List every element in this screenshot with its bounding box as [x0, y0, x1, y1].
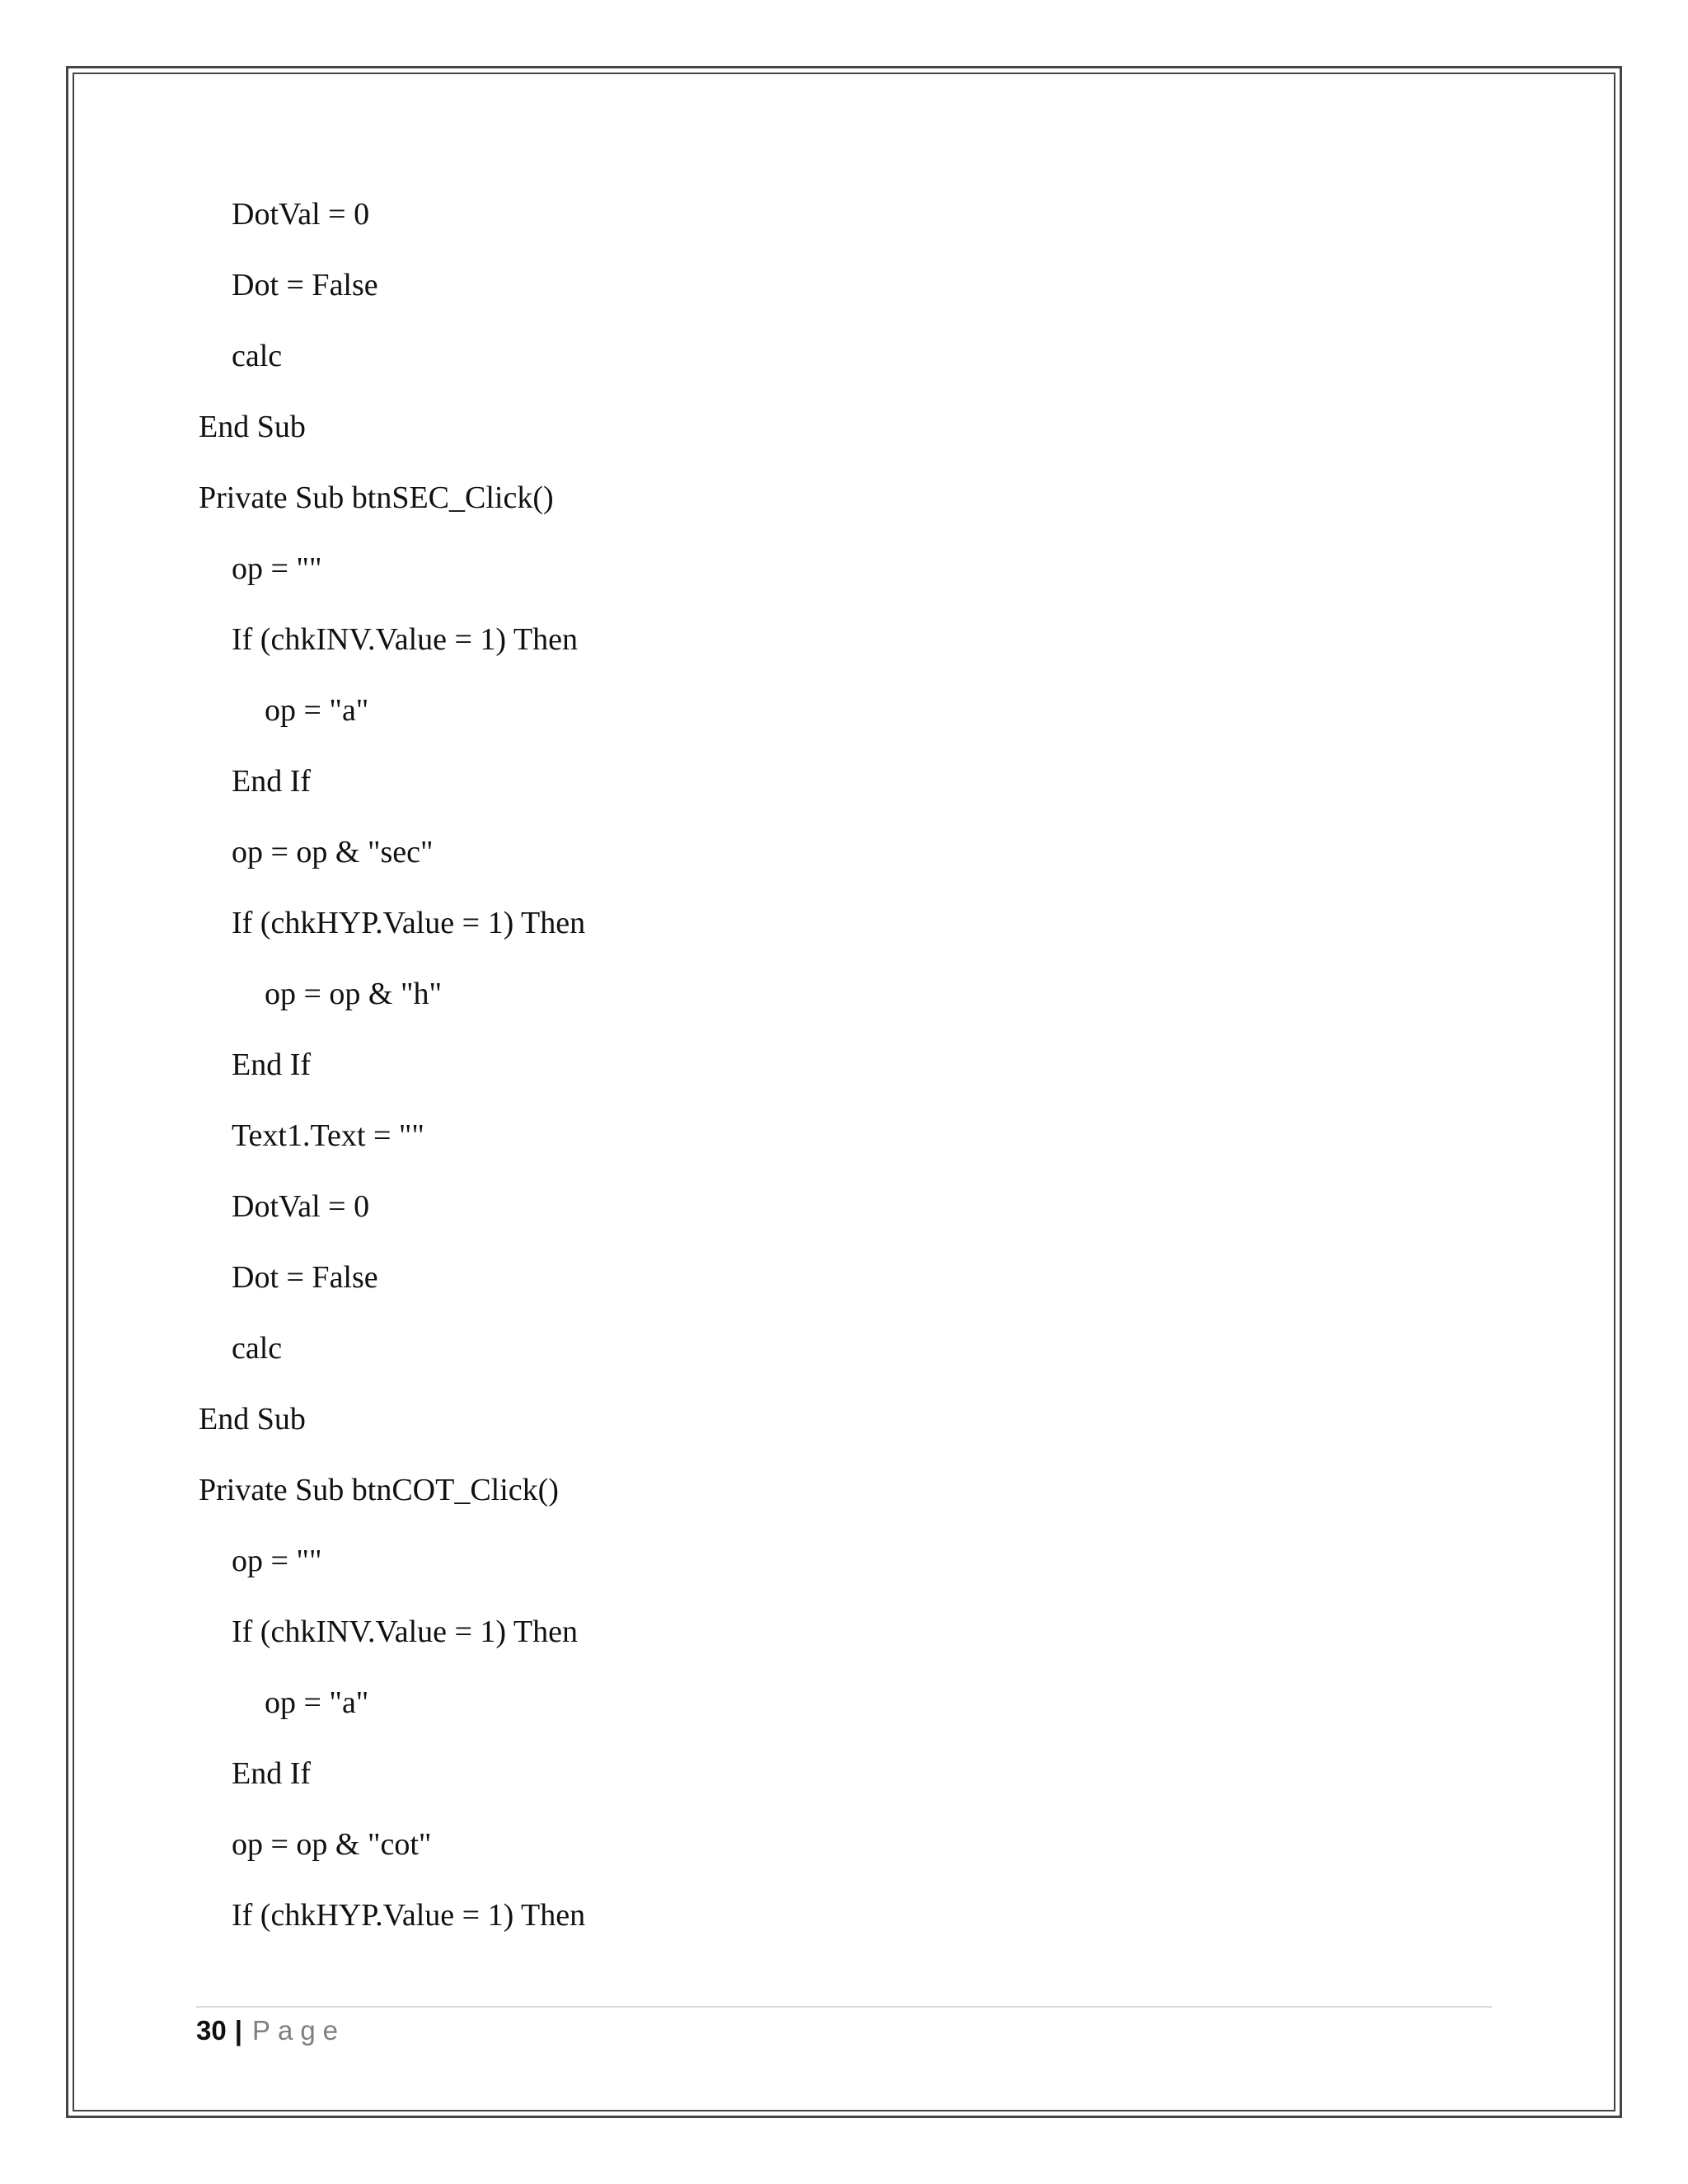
code-line: End Sub	[199, 1402, 306, 1436]
code-line: op = op & "h"	[265, 977, 443, 1011]
page-footer	[196, 2011, 345, 2050]
code-line: End If	[232, 764, 312, 799]
page-number: 30	[196, 2015, 227, 2046]
page-border-inner	[73, 73, 1615, 2111]
code-line: Private Sub btnSEC_Click()	[199, 480, 554, 515]
code-line: If (chkHYP.Value = 1) Then	[232, 906, 586, 940]
code-line: op = "a"	[265, 693, 369, 728]
code-line: Dot = False	[232, 1260, 378, 1295]
code-line: op = "a"	[265, 1685, 369, 1720]
code-line: End If	[232, 1047, 312, 1082]
code-line: DotVal = 0	[232, 1189, 370, 1224]
code-line: op = ""	[232, 1544, 322, 1578]
code-line: DotVal = 0	[232, 197, 370, 232]
code-line: Private Sub btnCOT_Click()	[199, 1473, 559, 1507]
code-line: Dot = False	[232, 268, 378, 302]
page-label: Page	[251, 2015, 346, 2046]
footer-divider	[196, 2006, 1492, 2008]
code-line: op = op & "cot"	[232, 1827, 432, 1862]
footer-separator: |	[234, 2015, 242, 2046]
code-line: op = ""	[232, 551, 322, 586]
code-line: End If	[232, 1756, 312, 1791]
code-line: End Sub	[199, 410, 306, 444]
code-line: calc	[232, 1331, 283, 1366]
code-line: If (chkHYP.Value = 1) Then	[232, 1898, 586, 1933]
code-line: If (chkINV.Value = 1) Then	[232, 1615, 578, 1649]
code-line: calc	[232, 339, 283, 373]
code-line: Text1.Text = ""	[232, 1118, 424, 1153]
code-line: op = op & "sec"	[232, 835, 434, 869]
code-line: If (chkINV.Value = 1) Then	[232, 622, 578, 657]
